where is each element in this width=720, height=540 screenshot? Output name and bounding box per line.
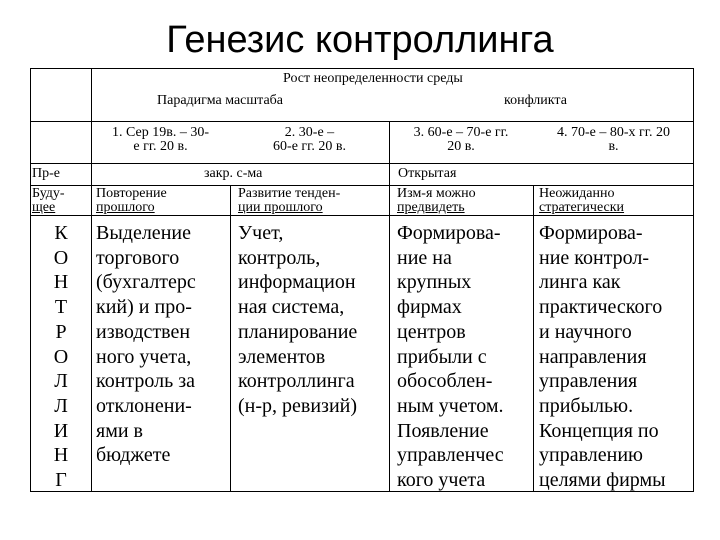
header-paradigm-conflict: конфликта bbox=[504, 93, 567, 108]
table-row-divider bbox=[30, 163, 694, 164]
letter: К bbox=[54, 222, 68, 244]
controlling-vertical-label bbox=[38, 221, 84, 493]
open-system: Открытая bbox=[398, 166, 457, 181]
slide-title: Генезис контроллинга bbox=[166, 19, 554, 61]
future-cell: Повторение прошлого bbox=[96, 186, 167, 215]
content-cell-3: Формирова- ние на крупных фирмах центров прибыли с обособлен- ным учетом. Появление управленчес кого учета bbox=[397, 222, 504, 492]
table-col-divider bbox=[533, 185, 534, 492]
future-cell: Изм-я можно предвидеть bbox=[397, 186, 476, 215]
content-cell-4: Формирова- ние контрол- линга как практического и научного направления управления прибылью. Концепция по управлению целями фирмы bbox=[539, 222, 666, 492]
content-cell-2: Учет, контроль, информацион ная система, планирование элементов контроллинга (н-р, ревизий) bbox=[238, 222, 358, 417]
future-cell: Развитие тенден- ции прошлого bbox=[238, 186, 341, 215]
letter: Л bbox=[54, 370, 68, 393]
period-3: 3. 60-е – 70-е гг. 20 в. bbox=[413, 125, 509, 154]
table-row-divider bbox=[30, 121, 694, 122]
row-label-system: Пр-е bbox=[32, 166, 60, 181]
header-growth: Рост неопределенности среды bbox=[283, 71, 463, 86]
table-col-divider bbox=[389, 121, 390, 492]
letter: И bbox=[53, 419, 69, 442]
letter: Т bbox=[54, 296, 68, 319]
period-2: 2. 30-е – 60-е гг. 20 в. bbox=[273, 125, 346, 154]
letter: О bbox=[53, 246, 69, 269]
letter: Р bbox=[55, 320, 67, 343]
future-cell: Неожиданно стратегически bbox=[539, 186, 625, 215]
row-label-future: Буду- щее bbox=[32, 186, 65, 215]
letter: О bbox=[53, 345, 69, 368]
closed-system: закр. с-ма bbox=[204, 166, 263, 181]
content-cell-1: Выделение торгового (бухгалтерс кий) и про- изводствен ного учета, контроль за отклонени- ями в бюджете bbox=[96, 222, 196, 467]
letter: Н bbox=[53, 271, 69, 294]
letter: Г bbox=[55, 469, 67, 492]
table-row-divider bbox=[30, 215, 694, 216]
header-paradigm-scale: Парадигма масштаба bbox=[157, 93, 283, 108]
letter: Л bbox=[54, 394, 68, 417]
period-1: 1. Сер 19в. – 30- е гг. 20 в. bbox=[112, 125, 209, 154]
period-4: 4. 70-е – 80-х гг. 20 в. bbox=[557, 125, 670, 154]
table-col-divider bbox=[230, 185, 231, 492]
letter: Н bbox=[53, 444, 69, 467]
